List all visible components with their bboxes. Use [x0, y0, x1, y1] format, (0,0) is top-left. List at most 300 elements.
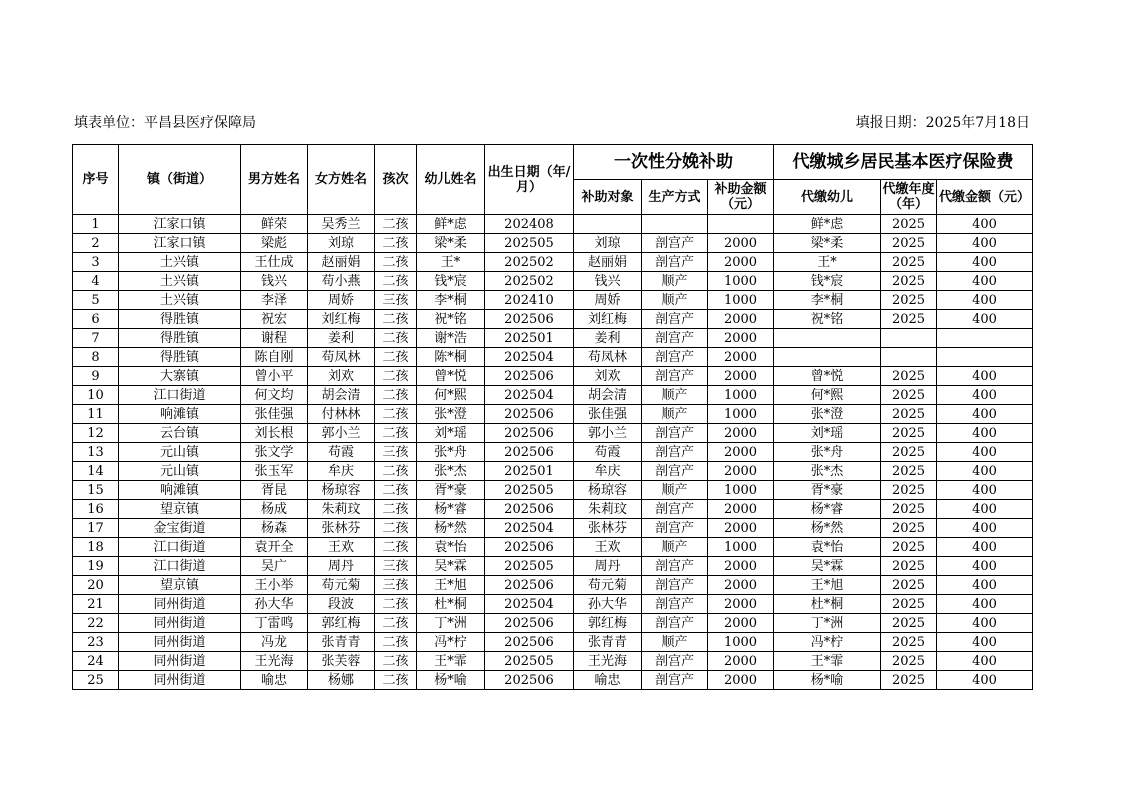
- table-row: [73, 234, 1033, 253]
- cell-birth-date: 202408: [485, 215, 574, 234]
- cell-birth-order: 二孩: [375, 386, 417, 405]
- cell-male-name: 何文均: [241, 386, 308, 405]
- cell-insurance-year: 2025: [881, 576, 937, 595]
- cell-insurance-amount: [937, 348, 1033, 367]
- cell-female-name: 刘琼: [308, 234, 375, 253]
- cell-insurance-year: 2025: [881, 671, 937, 690]
- cell-birth-order: 二孩: [375, 462, 417, 481]
- cell-insured-child: 袁*怡: [774, 538, 881, 557]
- cell-insurance-amount: 400: [937, 652, 1033, 671]
- cell-delivery-mode: 剖宫产: [642, 424, 708, 443]
- cell-insurance-amount: 400: [937, 538, 1033, 557]
- cell-town: 土兴镇: [119, 253, 241, 272]
- cell-insurance-year: 2025: [881, 405, 937, 424]
- cell-delivery-mode: 剖宫产: [642, 367, 708, 386]
- cell-child-name: 王*霏: [417, 652, 485, 671]
- cell-insurance-year: 2025: [881, 253, 937, 272]
- cell-seq: 24: [73, 652, 119, 671]
- cell-birth-order: 二孩: [375, 234, 417, 253]
- cell-male-name: 袁开全: [241, 538, 308, 557]
- cell-delivery-mode: 剖宫产: [642, 671, 708, 690]
- cell-birth-date: 202506: [485, 405, 574, 424]
- cell-subsidy-amount: 2000: [708, 443, 774, 462]
- cell-subsidy-amount: 2000: [708, 671, 774, 690]
- cell-birth-order: 二孩: [375, 481, 417, 500]
- table-row: [73, 500, 1033, 519]
- cell-male-name: 李泽: [241, 291, 308, 310]
- cell-child-name: 杜*桐: [417, 595, 485, 614]
- cell-seq: 22: [73, 614, 119, 633]
- cell-birth-date: 202504: [485, 386, 574, 405]
- cell-delivery-mode: 剖宫产: [642, 519, 708, 538]
- cell-seq: 7: [73, 329, 119, 348]
- cell-birth-order: 二孩: [375, 424, 417, 443]
- cell-female-name: 王欢: [308, 538, 375, 557]
- cell-insured-child: 曾*悦: [774, 367, 881, 386]
- table-row: [73, 329, 1033, 348]
- cell-town: 土兴镇: [119, 272, 241, 291]
- cell-birth-date: 202410: [485, 291, 574, 310]
- cell-insurance-amount: 400: [937, 367, 1033, 386]
- cell-birth-date: 202506: [485, 367, 574, 386]
- cell-male-name: 王光海: [241, 652, 308, 671]
- cell-child-name: 何*熙: [417, 386, 485, 405]
- cell-town: 元山镇: [119, 443, 241, 462]
- cell-recipient: 苟元菊: [574, 576, 642, 595]
- cell-child-name: 王*旭: [417, 576, 485, 595]
- cell-birth-date: 202505: [485, 557, 574, 576]
- cell-insurance-amount: 400: [937, 519, 1033, 538]
- table-row: [73, 595, 1033, 614]
- cell-seq: 5: [73, 291, 119, 310]
- cell-birth-date: 202502: [485, 253, 574, 272]
- cell-recipient: 苟霞: [574, 443, 642, 462]
- cell-male-name: 张玉军: [241, 462, 308, 481]
- cell-child-name: 王*: [417, 253, 485, 272]
- cell-child-name: 杨*然: [417, 519, 485, 538]
- cell-recipient: 苟凤林: [574, 348, 642, 367]
- cell-child-name: 胥*豪: [417, 481, 485, 500]
- table-row: [73, 405, 1033, 424]
- cell-male-name: 丁雷鸣: [241, 614, 308, 633]
- cell-male-name: 谢程: [241, 329, 308, 348]
- cell-seq: 15: [73, 481, 119, 500]
- cell-subsidy-amount: 1000: [708, 272, 774, 291]
- cell-birth-order: 二孩: [375, 595, 417, 614]
- cell-seq: 4: [73, 272, 119, 291]
- cell-insured-child: 祝*铭: [774, 310, 881, 329]
- cell-seq: 9: [73, 367, 119, 386]
- cell-female-name: 姜利: [308, 329, 375, 348]
- table-row: [73, 310, 1033, 329]
- cell-seq: 1: [73, 215, 119, 234]
- cell-insurance-amount: 400: [937, 671, 1033, 690]
- cell-birth-order: 二孩: [375, 253, 417, 272]
- table-body: [73, 215, 1033, 690]
- col-delivery-mode: 生产方式: [642, 180, 708, 215]
- cell-insured-child: 梁*柔: [774, 234, 881, 253]
- cell-male-name: 张文学: [241, 443, 308, 462]
- cell-female-name: 杨娜: [308, 671, 375, 690]
- cell-male-name: 王仕成: [241, 253, 308, 272]
- cell-recipient: 喻忠: [574, 671, 642, 690]
- cell-subsidy-amount: 2000: [708, 310, 774, 329]
- cell-birth-date: 202506: [485, 310, 574, 329]
- cell-child-name: 吴*霖: [417, 557, 485, 576]
- cell-birth-date: 202506: [485, 576, 574, 595]
- cell-male-name: 喻忠: [241, 671, 308, 690]
- cell-female-name: 付林林: [308, 405, 375, 424]
- cell-insurance-amount: 400: [937, 424, 1033, 443]
- cell-birth-order: 二孩: [375, 272, 417, 291]
- cell-insurance-year: 2025: [881, 310, 937, 329]
- cell-delivery-mode: 剖宫产: [642, 614, 708, 633]
- cell-insurance-year: 2025: [881, 386, 937, 405]
- cell-insurance-amount: 400: [937, 443, 1033, 462]
- cell-female-name: 张林芬: [308, 519, 375, 538]
- cell-delivery-mode: 剖宫产: [642, 500, 708, 519]
- cell-insurance-year: 2025: [881, 234, 937, 253]
- cell-seq: 3: [73, 253, 119, 272]
- cell-birth-date: 202505: [485, 481, 574, 500]
- cell-recipient: 王光海: [574, 652, 642, 671]
- cell-birth-order: 二孩: [375, 348, 417, 367]
- col-recipient: 补助对象: [574, 180, 642, 215]
- col-insurance-year: 代缴年度（年）: [881, 180, 937, 215]
- cell-insured-child: 张*澄: [774, 405, 881, 424]
- cell-child-name: 袁*怡: [417, 538, 485, 557]
- cell-delivery-mode: 剖宫产: [642, 462, 708, 481]
- table-row: [73, 348, 1033, 367]
- cell-insurance-year: 2025: [881, 652, 937, 671]
- table-row: [73, 557, 1033, 576]
- table-row: [73, 652, 1033, 671]
- cell-female-name: 张芙蓉: [308, 652, 375, 671]
- cell-town: 同州街道: [119, 614, 241, 633]
- cell-town: 江口街道: [119, 386, 241, 405]
- cell-insured-child: 王*霏: [774, 652, 881, 671]
- cell-delivery-mode: 顺产: [642, 405, 708, 424]
- col-male-name: 男方姓名: [241, 145, 308, 215]
- cell-subsidy-amount: 2000: [708, 500, 774, 519]
- cell-insured-child: 何*熙: [774, 386, 881, 405]
- cell-insurance-amount: 400: [937, 614, 1033, 633]
- cell-recipient: 姜利: [574, 329, 642, 348]
- subsidy-table: [72, 144, 1033, 690]
- cell-female-name: 苟小燕: [308, 272, 375, 291]
- report-date: 填报日期：2025年7月18日: [855, 115, 1030, 131]
- col-town: 镇（街道）: [119, 145, 241, 215]
- cell-insurance-year: 2025: [881, 557, 937, 576]
- table-row: [73, 215, 1033, 234]
- col-female-name: 女方姓名: [308, 145, 375, 215]
- cell-town: 得胜镇: [119, 310, 241, 329]
- group-delivery-subsidy: 一次性分娩补助: [574, 145, 774, 180]
- cell-female-name: 周娇: [308, 291, 375, 310]
- cell-recipient: 胡会清: [574, 386, 642, 405]
- cell-recipient: 周丹: [574, 557, 642, 576]
- cell-child-name: 杨*睿: [417, 500, 485, 519]
- cell-birth-order: 二孩: [375, 671, 417, 690]
- cell-birth-order: 二孩: [375, 538, 417, 557]
- cell-child-name: 张*澄: [417, 405, 485, 424]
- cell-seq: 11: [73, 405, 119, 424]
- cell-town: 江家口镇: [119, 234, 241, 253]
- cell-recipient: [574, 215, 642, 234]
- cell-birth-date: 202506: [485, 614, 574, 633]
- col-subsidy-amount: 补助金额（元）: [708, 180, 774, 215]
- cell-insurance-amount: 400: [937, 234, 1033, 253]
- cell-recipient: 王欢: [574, 538, 642, 557]
- table-row: [73, 538, 1033, 557]
- cell-town: 同州街道: [119, 652, 241, 671]
- cell-recipient: 郭红梅: [574, 614, 642, 633]
- cell-recipient: 刘琼: [574, 234, 642, 253]
- cell-insurance-year: 2025: [881, 519, 937, 538]
- cell-insured-child: [774, 329, 881, 348]
- col-child-name: 幼儿姓名: [417, 145, 485, 215]
- cell-female-name: 胡会清: [308, 386, 375, 405]
- cell-delivery-mode: 顺产: [642, 272, 708, 291]
- cell-town: 得胜镇: [119, 348, 241, 367]
- table-row: [73, 576, 1033, 595]
- cell-insurance-amount: 400: [937, 576, 1033, 595]
- cell-delivery-mode: 顺产: [642, 538, 708, 557]
- cell-town: 同州街道: [119, 671, 241, 690]
- cell-delivery-mode: 顺产: [642, 633, 708, 652]
- cell-insured-child: 杨*喻: [774, 671, 881, 690]
- cell-child-name: 梁*柔: [417, 234, 485, 253]
- cell-child-name: 刘*瑶: [417, 424, 485, 443]
- cell-town: 江口街道: [119, 538, 241, 557]
- cell-recipient: 孙大华: [574, 595, 642, 614]
- cell-child-name: 丁*洲: [417, 614, 485, 633]
- cell-recipient: 牟庆: [574, 462, 642, 481]
- cell-birth-order: 二孩: [375, 519, 417, 538]
- cell-subsidy-amount: 1000: [708, 386, 774, 405]
- cell-town: 大寨镇: [119, 367, 241, 386]
- table-row: [73, 481, 1033, 500]
- cell-subsidy-amount: 1000: [708, 538, 774, 557]
- cell-insured-child: 张*舟: [774, 443, 881, 462]
- cell-child-name: 钱*宸: [417, 272, 485, 291]
- cell-seq: 16: [73, 500, 119, 519]
- cell-seq: 25: [73, 671, 119, 690]
- cell-subsidy-amount: 1000: [708, 633, 774, 652]
- table-row: [73, 367, 1033, 386]
- table-row: [73, 671, 1033, 690]
- cell-recipient: 郭小兰: [574, 424, 642, 443]
- cell-birth-order: 二孩: [375, 329, 417, 348]
- cell-insurance-year: 2025: [881, 272, 937, 291]
- cell-birth-date: 202505: [485, 652, 574, 671]
- cell-insured-child: 丁*洲: [774, 614, 881, 633]
- cell-delivery-mode: 剖宫产: [642, 576, 708, 595]
- cell-recipient: 张佳强: [574, 405, 642, 424]
- cell-subsidy-amount: 2000: [708, 595, 774, 614]
- cell-birth-order: 二孩: [375, 500, 417, 519]
- cell-birth-date: 202506: [485, 443, 574, 462]
- cell-female-name: 苟霞: [308, 443, 375, 462]
- cell-child-name: 祝*铭: [417, 310, 485, 329]
- table-row: [73, 519, 1033, 538]
- cell-insured-child: 杜*桐: [774, 595, 881, 614]
- table-row: [73, 291, 1033, 310]
- cell-insured-child: 冯*柠: [774, 633, 881, 652]
- cell-seq: 8: [73, 348, 119, 367]
- cell-delivery-mode: 剖宫产: [642, 595, 708, 614]
- cell-child-name: 李*桐: [417, 291, 485, 310]
- cell-subsidy-amount: 2000: [708, 367, 774, 386]
- cell-insured-child: 杨*睿: [774, 500, 881, 519]
- cell-seq: 2: [73, 234, 119, 253]
- table-row: [73, 253, 1033, 272]
- cell-insurance-amount: 400: [937, 481, 1033, 500]
- cell-birth-date: 202504: [485, 519, 574, 538]
- cell-birth-order: 二孩: [375, 215, 417, 234]
- cell-male-name: 鲜荣: [241, 215, 308, 234]
- group-insurance-payment: 代缴城乡居民基本医疗保险费: [774, 145, 1033, 180]
- cell-seq: 19: [73, 557, 119, 576]
- cell-insurance-year: [881, 348, 937, 367]
- cell-birth-date: 202502: [485, 272, 574, 291]
- cell-birth-date: 202501: [485, 462, 574, 481]
- cell-town: 响滩镇: [119, 481, 241, 500]
- col-insured-child: 代缴幼儿: [774, 180, 881, 215]
- cell-female-name: 牟庆: [308, 462, 375, 481]
- cell-insured-child: [774, 348, 881, 367]
- cell-female-name: 周丹: [308, 557, 375, 576]
- cell-female-name: 杨琼容: [308, 481, 375, 500]
- cell-insurance-year: 2025: [881, 462, 937, 481]
- cell-subsidy-amount: 1000: [708, 291, 774, 310]
- cell-male-name: 梁彪: [241, 234, 308, 253]
- table-row: [73, 272, 1033, 291]
- col-birth-date: 出生日期（年/月）: [485, 145, 574, 215]
- cell-insurance-amount: 400: [937, 405, 1033, 424]
- cell-child-name: 张*舟: [417, 443, 485, 462]
- cell-town: 金宝街道: [119, 519, 241, 538]
- cell-male-name: 孙大华: [241, 595, 308, 614]
- cell-seq: 17: [73, 519, 119, 538]
- cell-insured-child: 吴*霖: [774, 557, 881, 576]
- cell-recipient: 杨琼容: [574, 481, 642, 500]
- cell-birth-order: 二孩: [375, 652, 417, 671]
- cell-birth-date: 202506: [485, 500, 574, 519]
- reporting-unit: 填表单位：平昌县医疗保障局: [74, 115, 256, 131]
- col-seq: 序号: [73, 145, 119, 215]
- table-row: [73, 424, 1033, 443]
- cell-child-name: 鲜*虑: [417, 215, 485, 234]
- cell-recipient: 张青青: [574, 633, 642, 652]
- cell-insurance-amount: [937, 329, 1033, 348]
- cell-male-name: 刘长根: [241, 424, 308, 443]
- cell-insurance-year: 2025: [881, 633, 937, 652]
- cell-insurance-year: 2025: [881, 614, 937, 633]
- cell-insurance-amount: 400: [937, 500, 1033, 519]
- cell-male-name: 王小举: [241, 576, 308, 595]
- cell-female-name: 张青青: [308, 633, 375, 652]
- cell-delivery-mode: 剖宫产: [642, 348, 708, 367]
- cell-town: 江口街道: [119, 557, 241, 576]
- cell-subsidy-amount: [708, 215, 774, 234]
- cell-child-name: 杨*喻: [417, 671, 485, 690]
- cell-delivery-mode: 剖宫产: [642, 557, 708, 576]
- table-row: [73, 443, 1033, 462]
- cell-female-name: 苟凤林: [308, 348, 375, 367]
- cell-female-name: 苟元菊: [308, 576, 375, 595]
- cell-male-name: 祝宏: [241, 310, 308, 329]
- cell-recipient: 朱莉玟: [574, 500, 642, 519]
- table-row: [73, 633, 1033, 652]
- cell-birth-order: 二孩: [375, 367, 417, 386]
- cell-insurance-amount: 400: [937, 557, 1033, 576]
- col-insurance-amount: 代缴金额（元）: [937, 180, 1033, 215]
- cell-insured-child: 张*杰: [774, 462, 881, 481]
- cell-child-name: 曾*悦: [417, 367, 485, 386]
- cell-subsidy-amount: 2000: [708, 576, 774, 595]
- cell-insured-child: 鲜*虑: [774, 215, 881, 234]
- cell-birth-order: 二孩: [375, 633, 417, 652]
- cell-birth-order: 二孩: [375, 614, 417, 633]
- cell-subsidy-amount: 1000: [708, 481, 774, 500]
- cell-male-name: 曾小平: [241, 367, 308, 386]
- cell-subsidy-amount: 2000: [708, 614, 774, 633]
- cell-birth-date: 202504: [485, 348, 574, 367]
- cell-insurance-amount: 400: [937, 272, 1033, 291]
- cell-delivery-mode: 剖宫产: [642, 652, 708, 671]
- cell-subsidy-amount: 1000: [708, 405, 774, 424]
- cell-insurance-year: 2025: [881, 424, 937, 443]
- cell-delivery-mode: 顺产: [642, 386, 708, 405]
- cell-seq: 21: [73, 595, 119, 614]
- cell-insurance-year: 2025: [881, 595, 937, 614]
- cell-town: 同州街道: [119, 633, 241, 652]
- cell-insurance-year: 2025: [881, 443, 937, 462]
- cell-insured-child: 刘*瑶: [774, 424, 881, 443]
- cell-female-name: 段波: [308, 595, 375, 614]
- cell-subsidy-amount: 2000: [708, 234, 774, 253]
- cell-child-name: 谢*浩: [417, 329, 485, 348]
- cell-female-name: 赵丽娟: [308, 253, 375, 272]
- cell-insurance-year: 2025: [881, 481, 937, 500]
- cell-town: 响滩镇: [119, 405, 241, 424]
- cell-town: 元山镇: [119, 462, 241, 481]
- cell-delivery-mode: [642, 215, 708, 234]
- cell-seq: 23: [73, 633, 119, 652]
- cell-insurance-amount: 400: [937, 462, 1033, 481]
- cell-seq: 18: [73, 538, 119, 557]
- cell-subsidy-amount: 2000: [708, 557, 774, 576]
- cell-subsidy-amount: 2000: [708, 253, 774, 272]
- cell-seq: 14: [73, 462, 119, 481]
- cell-seq: 13: [73, 443, 119, 462]
- cell-insured-child: 杨*然: [774, 519, 881, 538]
- cell-recipient: 周娇: [574, 291, 642, 310]
- cell-male-name: 杨森: [241, 519, 308, 538]
- cell-seq: 6: [73, 310, 119, 329]
- cell-birth-order: 二孩: [375, 405, 417, 424]
- cell-insurance-amount: 400: [937, 595, 1033, 614]
- cell-female-name: 朱莉玟: [308, 500, 375, 519]
- cell-town: 得胜镇: [119, 329, 241, 348]
- cell-insurance-amount: 400: [937, 291, 1033, 310]
- cell-seq: 20: [73, 576, 119, 595]
- cell-insurance-year: 2025: [881, 291, 937, 310]
- cell-birth-date: 202501: [485, 329, 574, 348]
- cell-town: 同州街道: [119, 595, 241, 614]
- cell-seq: 12: [73, 424, 119, 443]
